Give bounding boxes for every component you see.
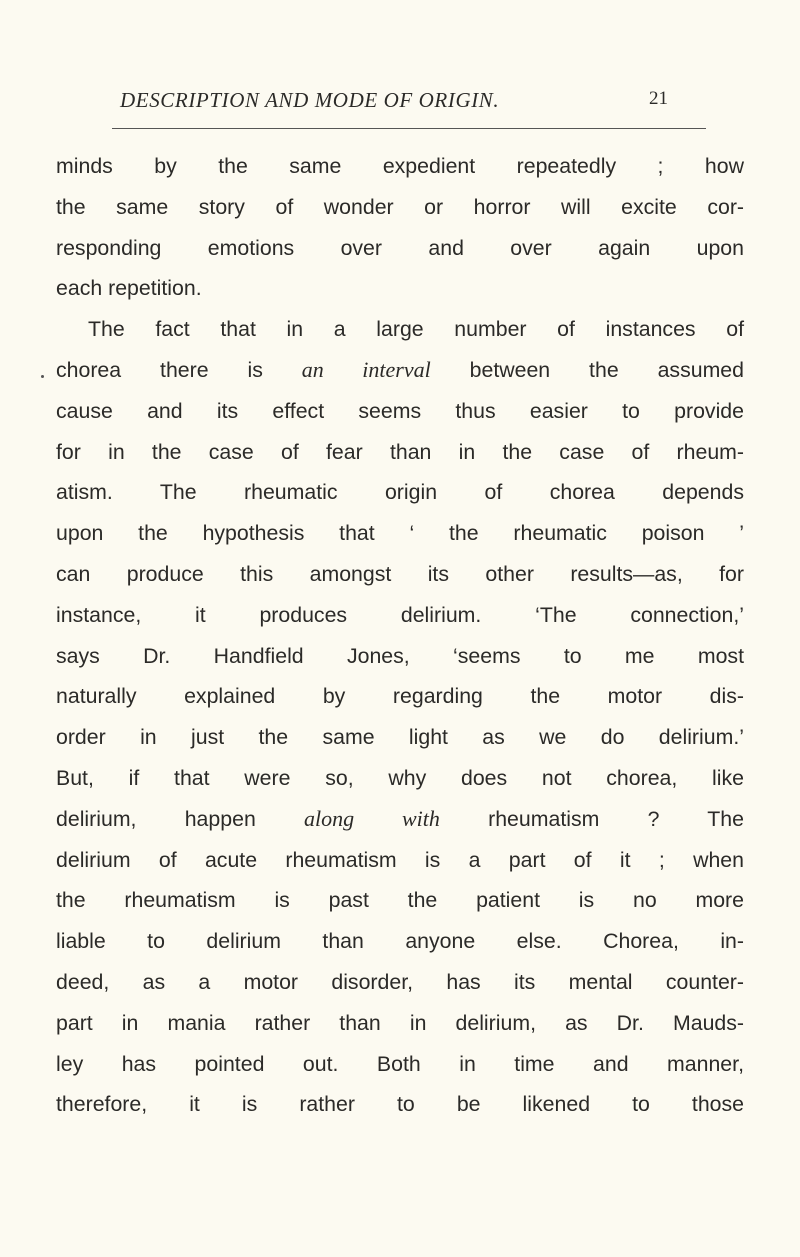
text-line: the same story of wonder or horror will excite cor- [56, 194, 744, 219]
text-line: instance, it produces delirium. ‘The connection,’ [56, 602, 744, 627]
paragraph-first-line: The fact that in a large number of instances of [88, 317, 744, 342]
text-line: responding emotions over and over again upon [56, 235, 744, 260]
text-line: upon the hypothesis that ‘ the rheumatic poison ’ [56, 521, 744, 546]
text-segment: between the assumed [430, 357, 744, 382]
text-line: delirium of acute rheumatism is a part of it ; when [56, 847, 744, 872]
running-head [120, 88, 700, 118]
text-line: naturally explained by regarding the motor dis- [56, 684, 744, 709]
body-text [56, 146, 744, 1125]
margin-mark [41, 375, 44, 378]
italic-phrase: an interval [301, 356, 431, 382]
italic-phrase: along with [304, 805, 440, 831]
text-line: order in just the same light as we do delirium.’ [56, 725, 744, 750]
header-rule [112, 128, 706, 129]
text-segment: rheumatism ? The [439, 806, 744, 831]
text-line: cause and its effect seems thus easier to provide [56, 398, 744, 423]
page-number: 21 [649, 88, 668, 109]
text-line: can produce this amongst its other results—as, for [56, 561, 744, 586]
text-line: atism. The rheumatic origin of chorea depends [56, 480, 744, 505]
text-line: part in mania rather than in delirium, as Dr. Mauds- [56, 1010, 744, 1035]
text-line [56, 350, 744, 391]
text-line: ley has pointed out. Both in time and manner, [56, 1051, 744, 1076]
text-line [56, 799, 744, 840]
text-line: deed, as a motor disorder, has its mental counter- [56, 969, 744, 994]
text-segment: chorea there is [56, 357, 302, 382]
text-line: minds by the same expedient repeatedly ; how [56, 154, 744, 178]
text-line: for in the case of fear than in the case of rheum- [56, 439, 744, 464]
text-line: each repetition. [56, 276, 202, 301]
text-line: liable to delirium than anyone else. Chorea, in- [56, 929, 744, 954]
text-line: the rheumatism is past the patient is no more [56, 888, 744, 913]
text-line: But, if that were so, why does not chorea, like [56, 765, 744, 790]
text-line: therefore, it is rather to be likened to those [56, 1092, 744, 1117]
text-line: says Dr. Handfield Jones, ‘seems to me most [56, 643, 744, 668]
running-title: DESCRIPTION AND MODE OF ORIGIN. [120, 88, 500, 112]
text-segment: delirium, happen [56, 806, 305, 831]
